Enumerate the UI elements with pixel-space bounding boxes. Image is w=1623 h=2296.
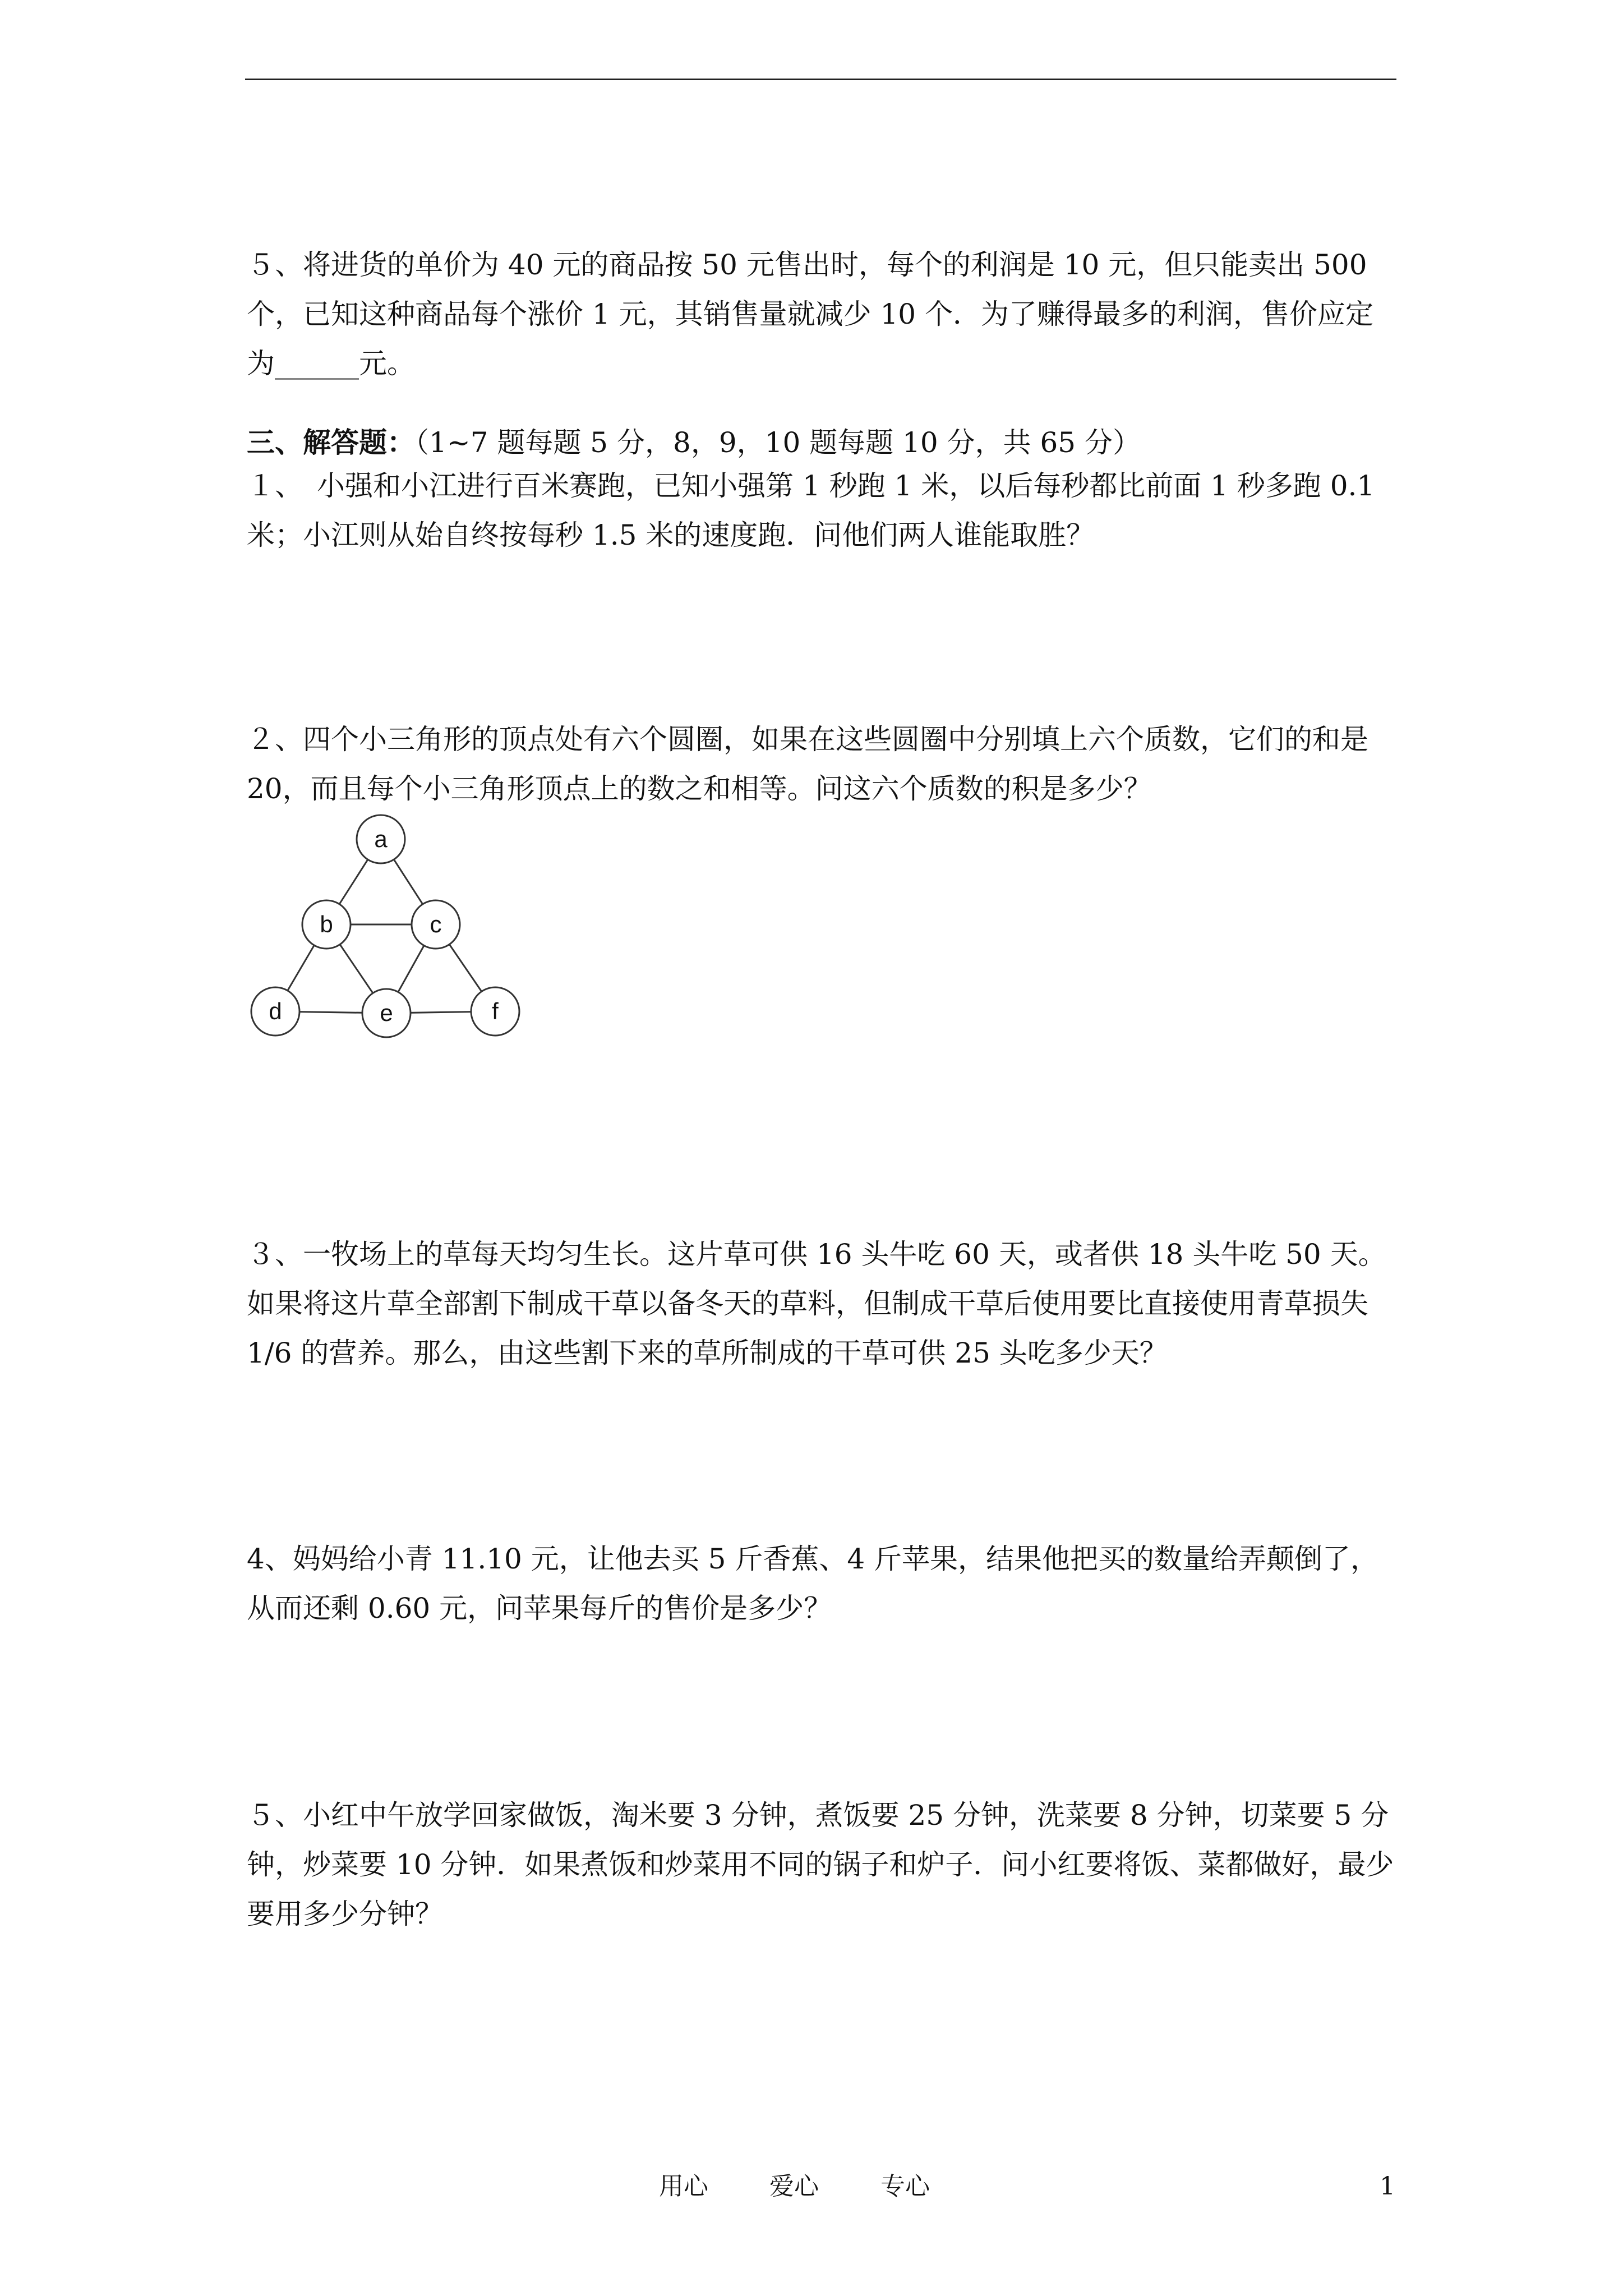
- node-label-a: a: [374, 826, 388, 852]
- question-3: ３、一牧场上的草每天均匀生长。这片草可供 16 头牛吃 60 天，或者供 18 头牛吃 50 天。如果将这片草全部割下制成干草以备冬天的草料，但制成干草后使用要比直接使用青草损失 1/6 的营养。那么，由这些割下来的草所制成的干草可供 25 头吃多少天？: [247, 1238, 1386, 1369]
- footer-left: 用心: [659, 2172, 708, 2201]
- section-title: 三、解答题：: [247, 426, 415, 459]
- question-1: １、 小强和小江进行百米赛跑，已知小强第 1 秒跑 1 米，以后每秒都比前面 1 秒多跑 0.1 米；小江则从始自终按每秒 1.5 米的速度跑．问他们两人谁能取胜？: [247, 470, 1384, 551]
- triangle-circle-figure: [247, 808, 538, 1043]
- node-label-c: c: [430, 911, 442, 937]
- node-label-e: e: [380, 1000, 393, 1026]
- node-label-d: d: [269, 998, 282, 1024]
- question-4: 4、妈妈给小青 11.10 元，让他去买 5 斤香蕉、4 斤苹果，结果他把买的数量给弄颠倒了，从而还剩 0.60 元，问苹果每斤的售价是多少？: [247, 1543, 1379, 1625]
- footer-right: 专心: [880, 2172, 930, 2201]
- footer-middle: 爱心: [769, 2172, 819, 2201]
- fill-question-5: ５、将进货的单价为 40 元的商品按 50 元售出时，每个的利润是 10 元，但只能卖出 500 个，已知这种商品每个涨价 1 元，其销售量就减少 10 个．为了赚得最多的利润，售价应定为______元。: [247, 249, 1376, 380]
- node-label-b: b: [320, 911, 333, 937]
- section-heading: [247, 418, 1141, 467]
- node-label-f: f: [492, 998, 499, 1024]
- header-rule: [245, 79, 1396, 80]
- question-2: ２、四个小三角形的顶点处有六个圆圈，如果在这些圆圈中分别填上六个质数，它们的和是 20，而且每个小三角形顶点上的数之和相等。问这六个质数的积是多少？: [247, 723, 1377, 805]
- question-5: ５、小红中午放学回家做饭，淘米要 3 分钟，煮饭要 25 分钟，洗菜要 8 分钟，切菜要 5 分钟，炒菜要 10 分钟．如果煮饭和炒菜用不同的锅子和炉子．问小红要将饭、菜都做好，最少要用多少分钟？: [247, 1799, 1394, 1930]
- page-number: 1: [1380, 2172, 1395, 2201]
- section-note: （1~7 题每题 5 分，8，9，10 题每题 10 分，共 65 分）: [415, 426, 1141, 459]
